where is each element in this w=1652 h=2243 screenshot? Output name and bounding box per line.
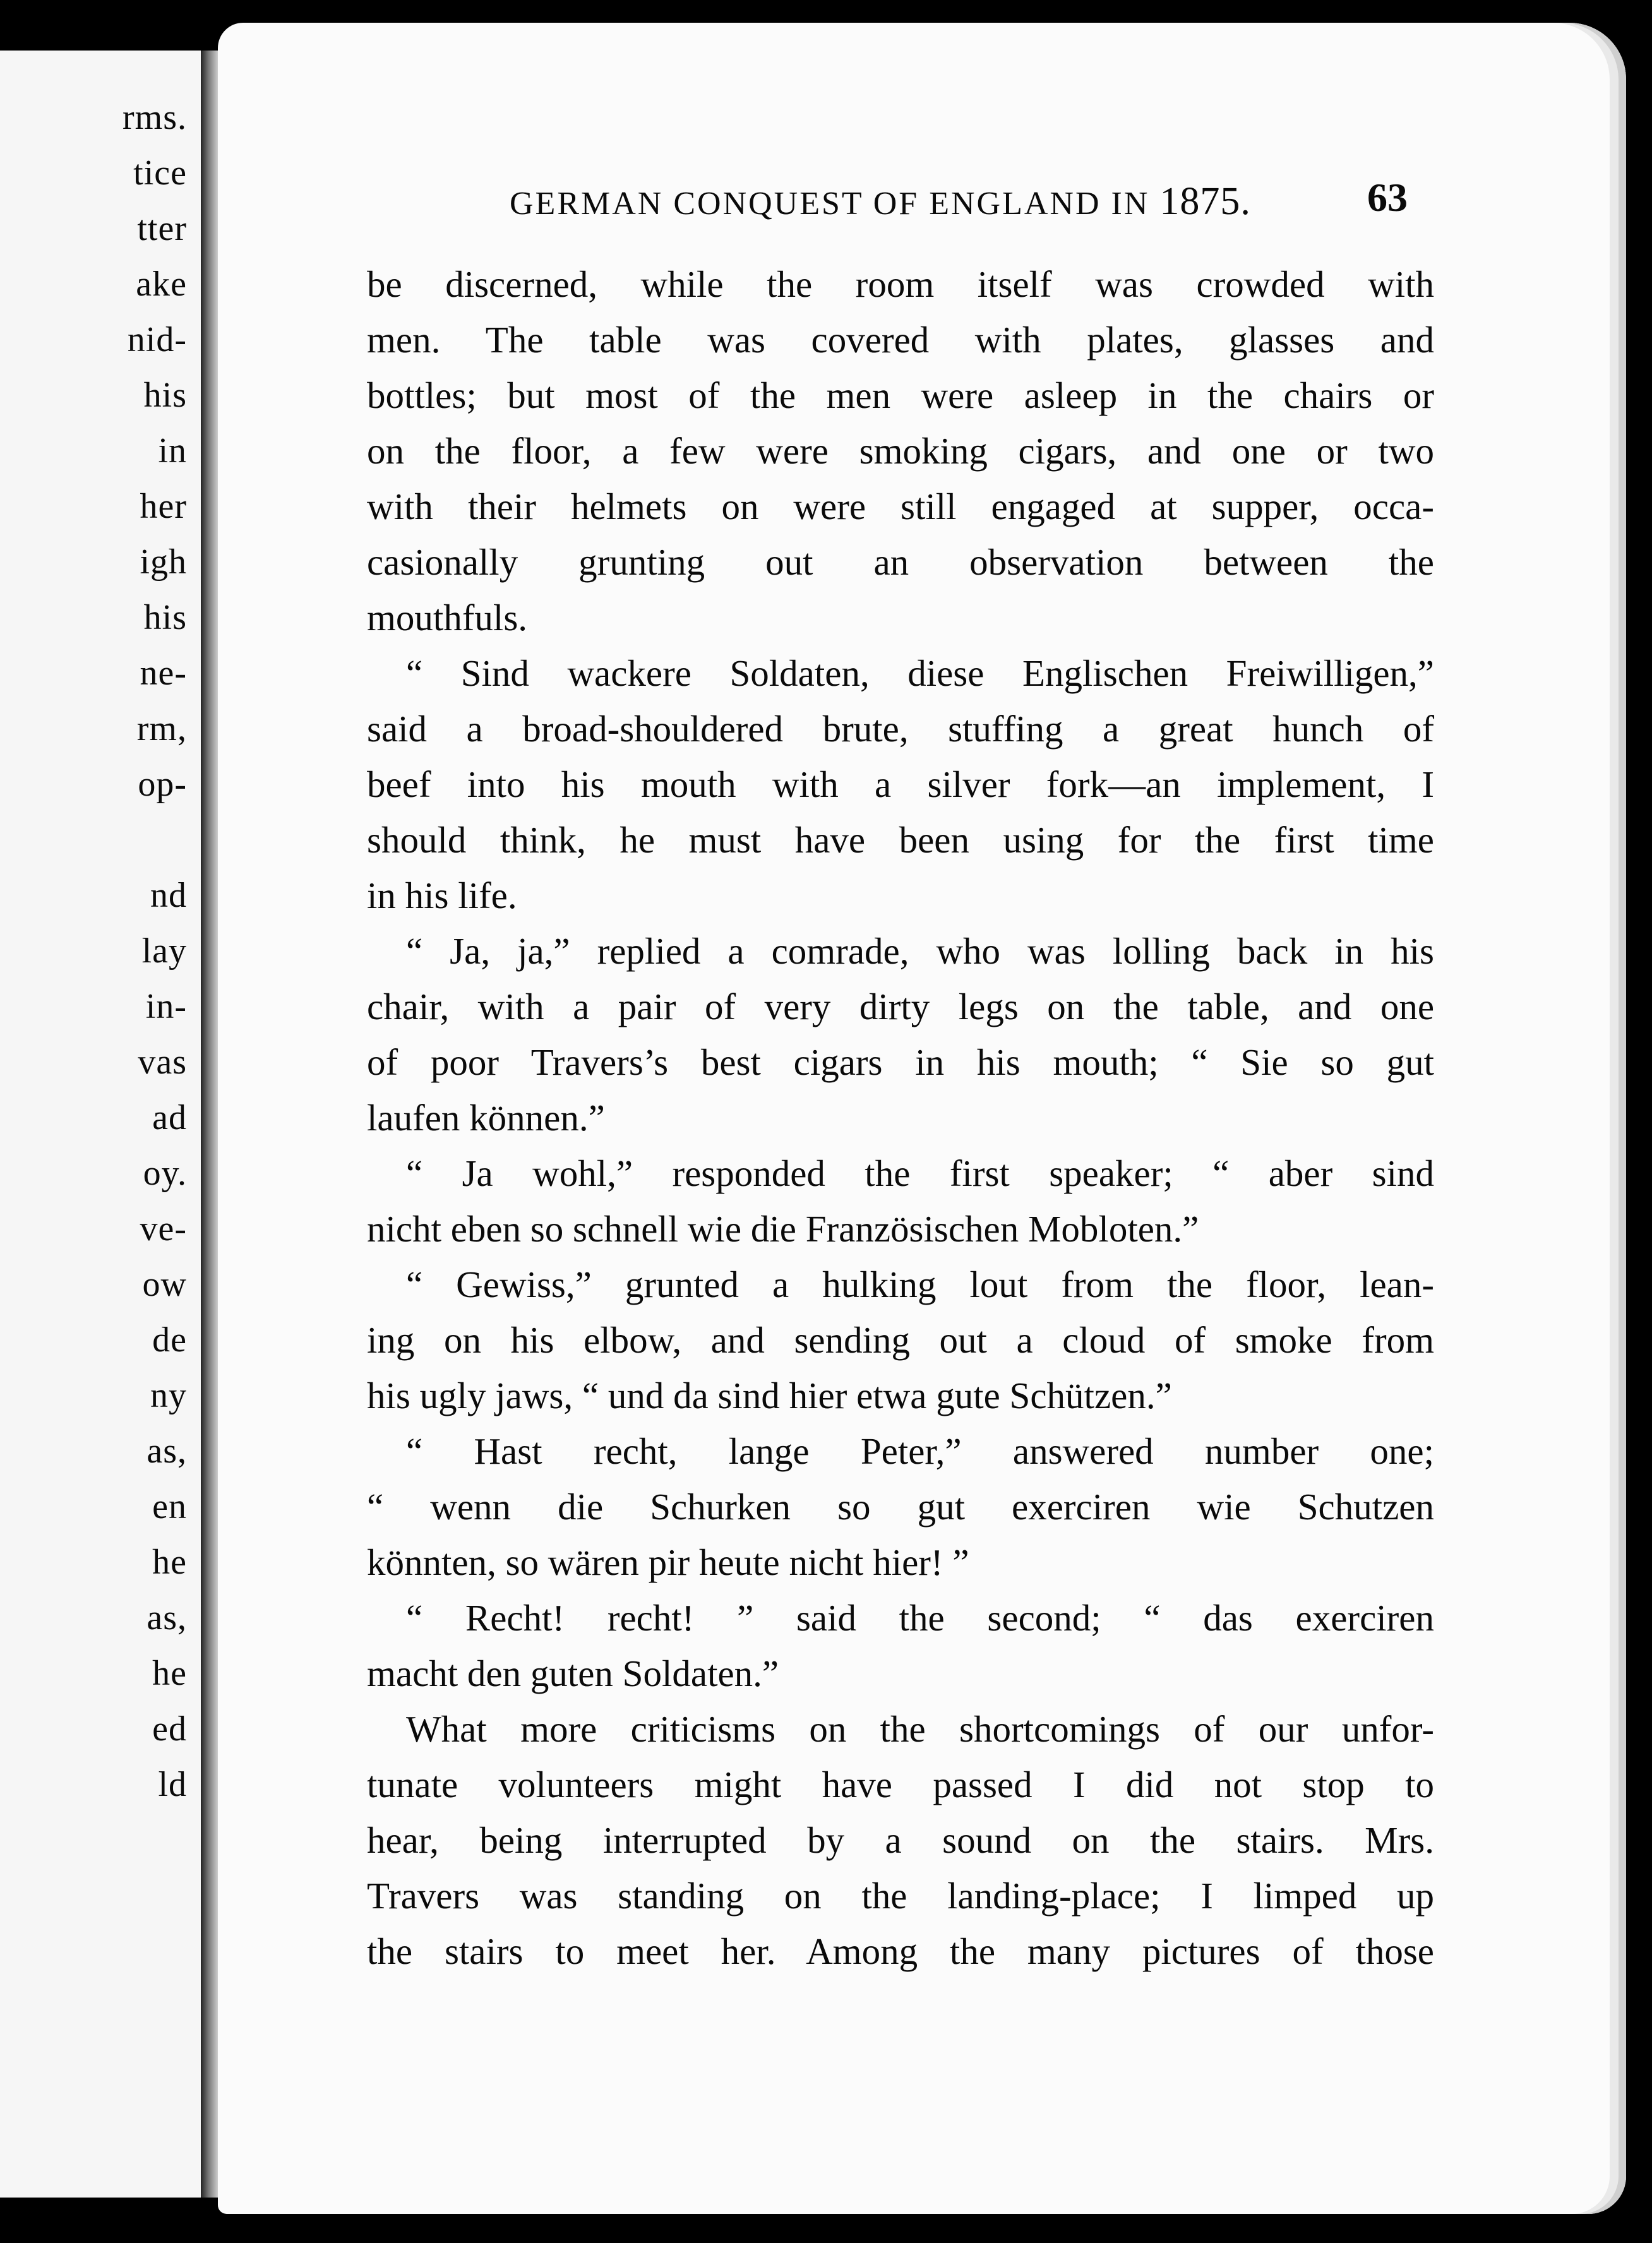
text-line: “ wenn die Schurken so gut exerciren wie Schutzen [367,1486,1434,1528]
text-line: hear, being interrupted by a sound on the stairs. Mrs. [367,1819,1434,1861]
previous-page-line-fragment: her [140,487,187,526]
text-line: tunate volunteers might have passed I did not stop to [367,1764,1434,1805]
previous-page-line-fragment: igh [140,542,187,582]
text-line: his ugly jaws, “ und da sind hier etwa gute Schützen.” [367,1375,1172,1416]
previous-page-line-fragment: vas [138,1043,187,1082]
previous-page-line-fragment: ne- [140,654,187,693]
text-line: macht den guten Soldaten.” [367,1653,779,1694]
text-line: “ Recht! recht! ” said the second; “ das exerciren [406,1597,1434,1639]
previous-page-line-fragment: ld [158,1765,187,1804]
body-text [367,256,1434,1979]
running-head [218,172,1626,222]
previous-page-line-fragment: in- [145,987,187,1026]
book-page [218,23,1626,2214]
text-line: “ Ja, ja,” replied a comrade, who was lolling back in his [406,930,1434,972]
previous-page-line-fragment: rms. [123,98,187,137]
previous-page-line-fragment: ad [152,1098,187,1137]
previous-page-line-fragment: oy. [143,1154,187,1193]
previous-page-line-fragment: he [152,1654,187,1693]
text-line: be discerned, while the room itself was crowded with [367,263,1434,305]
text-line: beef into his mouth with a silver fork—an implement, I [367,763,1434,805]
previous-page-line-fragment: he [152,1543,187,1582]
text-line: ing on his elbow, and sending out a cloud of smoke from [367,1319,1434,1361]
previous-page-line-fragment: ed [152,1709,187,1749]
previous-page-line-fragment: ny [150,1376,187,1415]
running-head-year: 1875. [1159,180,1251,223]
page-number: 63 [1367,175,1408,220]
previous-page-line-fragment: nd [150,876,187,915]
text-line: men. The table was covered with plates, glasses and [367,319,1434,361]
previous-page-line-fragment: lay [141,931,187,971]
previous-page-line-fragment: nid- [127,320,187,359]
text-line: bottles; but most of the men were asleep in the chairs or [367,374,1434,416]
running-head-title: GERMAN CONQUEST OF ENGLAND IN 1875. [510,180,1251,223]
previous-page-line-fragment: his [143,376,187,415]
previous-page-line-fragment: as, [147,1432,187,1471]
text-line: “ Ja wohl,” responded the first speaker; “ aber sind [406,1152,1434,1194]
book-gutter [201,51,220,2198]
text-line: nicht eben so schnell wie die Französischen Mobloten.” [367,1208,1199,1250]
text-line: casionally grunting out an observation between the [367,541,1434,583]
text-line: könnten, so wären pir heute nicht hier! ” [367,1541,969,1583]
text-line: What more criticisms on the shortcomings of our unfor- [406,1708,1434,1750]
text-line: “ Gewiss,” grunted a hulking lout from the floor, lean- [406,1264,1434,1305]
previous-page-line-fragment: rm, [136,709,187,748]
previous-page-edge [0,51,207,2198]
previous-page-line-fragment: op- [138,765,187,804]
previous-page-line-fragment: his [143,598,187,637]
previous-page-line-fragment: as, [147,1598,187,1637]
previous-page-line-fragment: tter [137,209,187,248]
text-line: mouthfuls. [367,597,528,638]
previous-page-line-fragment: tice [133,153,187,193]
previous-page-line-fragment: de [152,1320,187,1360]
text-line: in his life. [367,875,517,916]
text-line: of poor Travers’s best cigars in his mouth; “ Sie so gut [367,1041,1434,1083]
text-line: should think, he must have been using for the first time [367,819,1434,861]
text-line: said a broad-shouldered brute, stuffing a great hunch of [367,708,1434,750]
text-line: “ Hast recht, lange Peter,” answered number one; [406,1430,1434,1472]
previous-page-line-fragment: ake [136,265,187,304]
text-line: Travers was standing on the landing-place; I limped up [367,1875,1434,1917]
text-line: laufen können.” [367,1097,605,1139]
previous-page-line-fragment: in [158,431,187,470]
previous-page-line-fragment: en [152,1487,187,1526]
text-line: the stairs to meet her. Among the many pictures of those [367,1930,1434,1972]
previous-page-line-fragment: ow [142,1265,187,1304]
text-line: chair, with a pair of very dirty legs on the table, and one [367,986,1434,1027]
text-line: with their helmets on were still engaged at supper, occa- [367,486,1434,527]
previous-page-line-fragment: ve- [140,1209,187,1248]
text-line: “ Sind wackere Soldaten, diese Englischen Freiwilligen,” [406,652,1434,694]
text-line: on the floor, a few were smoking cigars, and one or two [367,430,1434,472]
